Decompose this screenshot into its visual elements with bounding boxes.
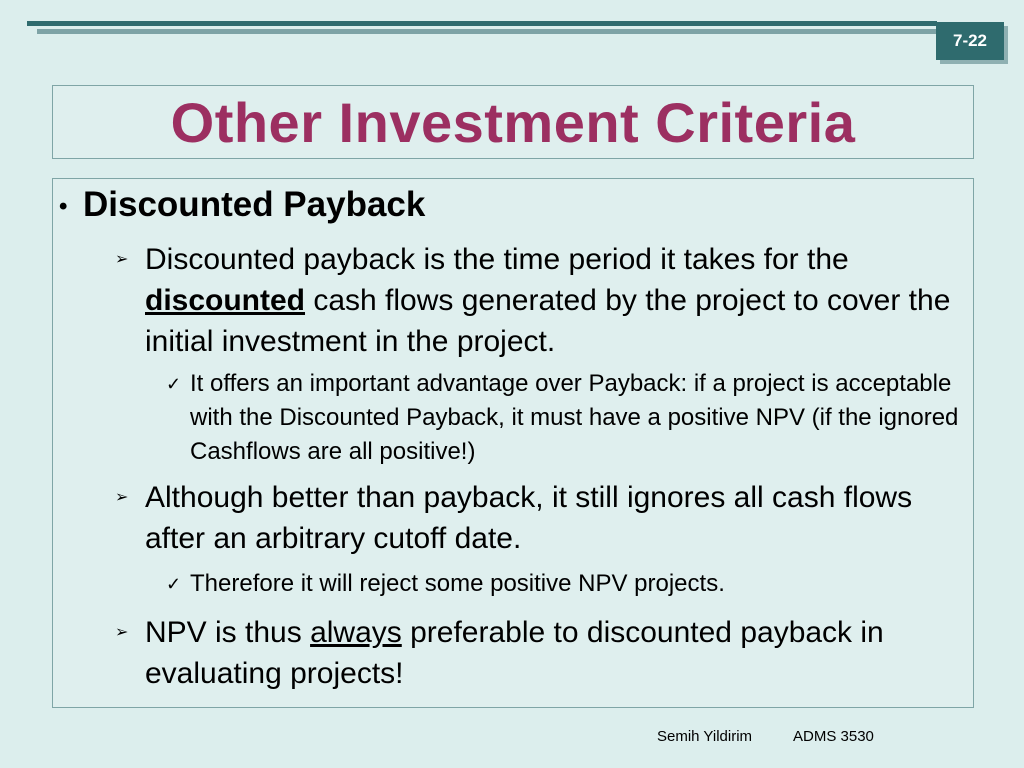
point-3-emphasis: always [310, 616, 402, 649]
main-bullet [59, 185, 425, 225]
point-3-text-b: preferable to discounted payback in evaluating projects! [145, 616, 884, 690]
bullet-dot-icon: • [59, 192, 68, 220]
arrow-bullet-icon: ➢ [115, 251, 129, 268]
point-2-sub-text: Therefore it will reject some positive NPV projects. [190, 570, 725, 597]
point-1 [115, 239, 960, 362]
point-3 [115, 612, 960, 694]
content-box [52, 178, 974, 708]
point-1-emphasis: discounted [145, 284, 306, 317]
arrow-bullet-icon: ➢ [115, 624, 129, 641]
title-box [52, 85, 974, 159]
header-rule-top [27, 21, 937, 26]
point-2-text: Although better than payback, it still ignores all cash flows after an arbitrary cutoff date. [145, 481, 913, 555]
checkmark-icon: ✓ [166, 574, 182, 594]
point-1-sub-text: It offers an important advantage over Payback: if a project is acceptable with the Discounted Payback, it must have a positive NPV (if the ignored Cashflows are all positive!) [190, 370, 959, 465]
footer-author: Semih Yildirim [657, 728, 753, 745]
point-3-text-a: NPV is thus [145, 616, 311, 649]
slide-number-badge: 7-22 [936, 22, 1004, 60]
main-heading: Discounted Payback [83, 185, 426, 224]
point-2-sub [166, 567, 960, 601]
slide-title: Other Investment Criteria [170, 90, 856, 154]
point-1-text-b: cash flows generated by the project to cover the initial investment in the project. [145, 284, 951, 358]
checkmark-icon: ✓ [166, 374, 182, 394]
arrow-bullet-icon: ➢ [115, 489, 129, 506]
footer-course: ADMS 3530 [793, 728, 874, 745]
header-rule-bottom [37, 29, 937, 34]
point-2 [115, 477, 960, 559]
point-1-sub [166, 367, 960, 469]
point-1-text-a: Discounted payback is the time period it takes for the [145, 243, 849, 276]
